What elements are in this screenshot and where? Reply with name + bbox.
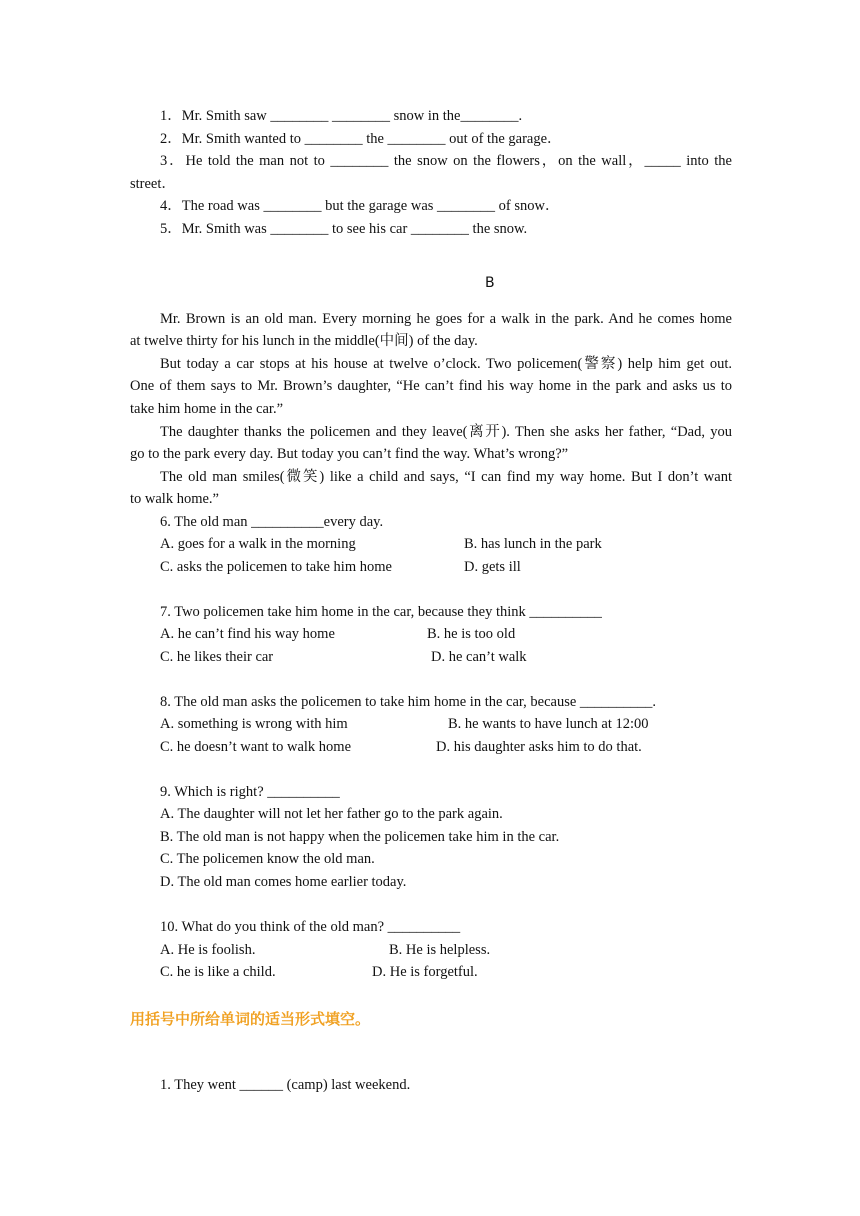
question-8-option-b: B. he wants to have lunch at 12:00 (448, 716, 649, 732)
fill-in-section-heading: 用括号中所给单词的适当形式填空。 (130, 1010, 371, 1028)
passage-line: take him home in the car.” (130, 401, 284, 417)
passage-line: But today a car stops at his house at twelve o’clock. Two policemen(警察) help him get out. (160, 356, 732, 372)
question-6-option-b: B. has lunch in the park (464, 536, 602, 552)
question-10-option-c: C. he is like a child. (160, 964, 276, 980)
question-6-stem: 6. The old man __________every day. (160, 514, 384, 530)
question-6-option-a: A. goes for a walk in the morning (160, 536, 356, 552)
question-a3-line2: street． (130, 176, 176, 192)
section-b-heading: B (485, 275, 495, 291)
passage-line: to walk home.” (130, 491, 219, 507)
question-a2: 2．Mr. Smith wanted to ________ the ________ out of the garage． (160, 131, 562, 147)
question-10-option-b: B. He is helpless. (389, 942, 491, 958)
question-8-option-a: A. something is wrong with him (160, 716, 348, 732)
passage-line: The old man smiles(微笑) like a child and says, “I can find my way home. But I don’t want (160, 469, 732, 485)
passage-line: go to the park every day. But today you can’t find the way. What’s wrong?” (130, 446, 569, 462)
question-7-option-a: A. he can’t find his way home (160, 626, 335, 642)
question-7-option-d: D. he can’t walk (431, 649, 527, 665)
question-9-option-d: D. The old man comes home earlier today. (160, 874, 407, 890)
question-9-stem: 9. Which is right? __________ (160, 784, 340, 800)
question-7-option-b: B. he is too old (427, 626, 516, 642)
question-9-option-b: B. The old man is not happy when the policemen take him in the car. (160, 829, 560, 845)
question-8-option-d: D. his daughter asks him to do that. (436, 739, 642, 755)
question-a1: 1．Mr. Smith saw ________ ________ snow in the________. (160, 108, 523, 124)
question-8-option-c: C. he doesn’t want to walk home (160, 739, 352, 755)
question-a5: 5．Mr. Smith was ________ to see his car ________ the snow. (160, 221, 528, 237)
question-7-option-c: C. he likes their car (160, 649, 274, 665)
question-10-stem: 10. What do you think of the old man? __________ (160, 919, 461, 935)
question-a4: 4．The road was ________ but the garage was ________ of snow． (160, 198, 560, 214)
passage-line: One of them says to Mr. Brown’s daughter, “He can’t find his way home in the park and asks us to (130, 378, 732, 394)
question-10-option-d: D. He is forgetful. (372, 964, 478, 980)
question-8-stem: 8. The old man asks the policemen to take him home in the car, because __________. (160, 694, 657, 710)
question-6-option-d: D. gets ill (464, 559, 521, 575)
question-9-option-a: A. The daughter will not let her father go to the park again. (160, 806, 503, 822)
passage-line: at twelve thirty for his lunch in the middle(中间) of the day. (130, 333, 478, 349)
question-a3-line1: 3．He told the man not to ________ the snow on the flowers，on the wall，_____ into the (160, 153, 732, 169)
fill-in-question-1: 1. They went ______ (camp) last weekend. (160, 1077, 411, 1093)
passage-line: The daughter thanks the policemen and they leave(离开). Then she asks her father, “Dad, you (160, 424, 732, 440)
question-9-option-c: C. The policemen know the old man. (160, 851, 375, 867)
question-10-option-a: A. He is foolish. (160, 942, 256, 958)
passage-line: Mr. Brown is an old man. Every morning he goes for a walk in the park. And he comes home (160, 311, 732, 327)
question-7-stem: 7. Two policemen take him home in the car, because they think __________ (160, 604, 602, 620)
question-6-option-c: C. asks the policemen to take him home (160, 559, 392, 575)
